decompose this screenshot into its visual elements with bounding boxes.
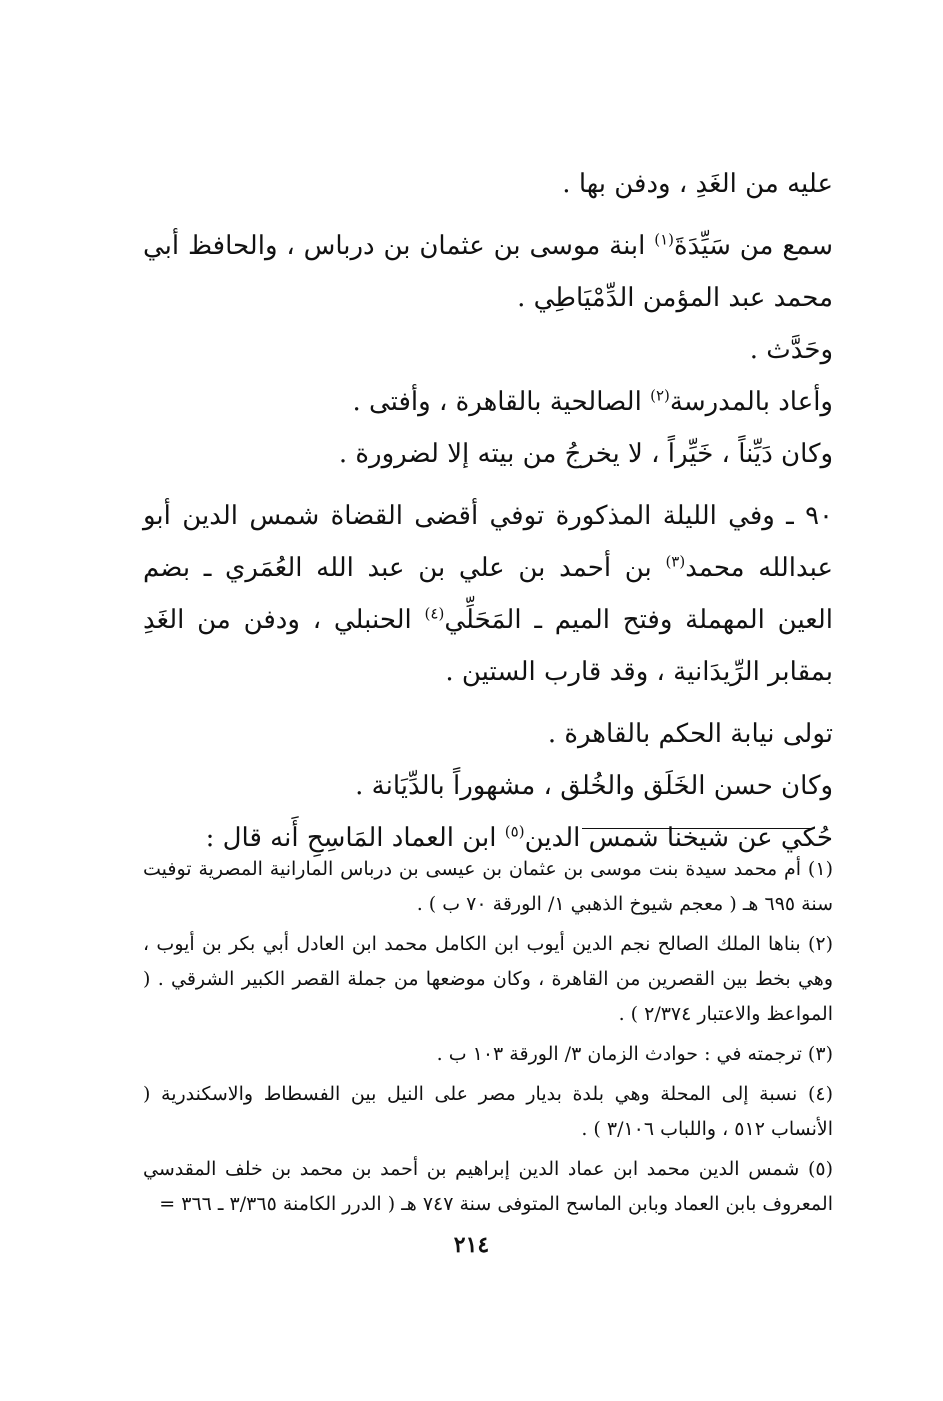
text-span: الصالحية بالقاهرة ، وأفتى . (352, 387, 651, 417)
text-line: تولى نيابة الحكم بالقاهرة . (547, 719, 833, 749)
footnote-2: (٢) بناها الملك الصالح نجم الدين أيوب ابن الكامل محمد ابن العادل أبي بكر بن أيوب ، وهي بخط بين القصرين من القاهرة ، وكان موضعها من جملة القصر الكبير الشرقي . ( المواعظ والاعتبار ٢/٣٧٤ ) . (143, 933, 833, 1025)
text-line: وكان حسن الخَلَق والخُلق ، مشهوراً بالدِّيَانة . (355, 771, 833, 801)
text-line: وحَدَّث . (749, 335, 833, 365)
footnote-ref-2[interactable]: (٢) (650, 386, 670, 405)
footnotes (143, 852, 833, 1227)
text-span: حُكي عن شيخنا شمس الدين (524, 823, 833, 853)
text-span: ابنة موسى بن عثمان بن درباس ، والحافظ أبي محمد عبد المؤمن الدِّمْيَاطِي . (143, 231, 833, 313)
footnote-4: (٤) نسبة إلى المحلة وهي بلدة بديار مصر على النيل بين الفسطاط والاسكندرية ( الأنساب ٥١٢ ، واللباب ٣/١٠٦ ) . (143, 1083, 833, 1140)
paragraph-aada (143, 376, 833, 428)
text-span: ٩٠ ـ وفي الليلة المذكورة توفي أقضى القضاة شمس الدين أبو عبدالله محمد (143, 501, 833, 583)
footnote-1: (١) أم محمد سيدة بنت موسى بن عثمان بن عيسى بن درباس المارانية المصرية توفيت سنة ٦٩٥ هـ ( معجم شيوخ الذهبي ١/ الورقة ٧٠ ب ) . (143, 858, 833, 915)
text-line: عليه من الغَدِ ، ودفن بها . (562, 169, 833, 199)
footnote-5: (٥) شمس الدين محمد ابن عماد الدين إبراهيم بن أحمد بن محمد بن خلف المقدسي المعروف بابن العماد وبابن الماسح المتوفى سنة ٧٤٧ هـ ( الدرر الكامنة ٣/٣٦٥ ـ ٣٦٦ = (143, 1158, 833, 1215)
footnote-divider (582, 828, 812, 829)
footnote-3: (٣) ترجمته في : حوادث الزمان ٣/ الورقة ١٠٣ ب . (436, 1043, 833, 1065)
main-text (143, 158, 833, 864)
footnote-ref-4[interactable]: (٤) (424, 604, 445, 623)
entry-90 (143, 490, 833, 698)
page-number: ٢١٤ (453, 1232, 490, 1258)
text-span: بن أحمد بن علي بن عبد الله العُمَري ـ بضم العين المهملة وفتح الميم ـ المَحَلِّي (143, 553, 833, 635)
paragraph-sama (143, 220, 833, 324)
footnote-ref-3[interactable]: (٣) (665, 552, 686, 571)
footnote-ref-1[interactable]: (١) (654, 230, 675, 249)
text-span: الحنبلي ، ودفن من الغَدِ بمقابر الرِّيدَانية ، وقد قارب الستين . (143, 605, 833, 687)
text-span: سمع من سَيِّدَةَ (674, 231, 833, 261)
footnote-ref-5[interactable]: (٥) (504, 822, 525, 841)
text-line: وكان دَيِّناً ، خَيِّراً ، لا يخرجُ من بيته إلا لضرورة . (338, 439, 833, 469)
text-span: وأعاد بالمدرسة (669, 387, 833, 417)
text-span: ابن العماد المَاسِحِ أَنه قال : (205, 823, 505, 853)
